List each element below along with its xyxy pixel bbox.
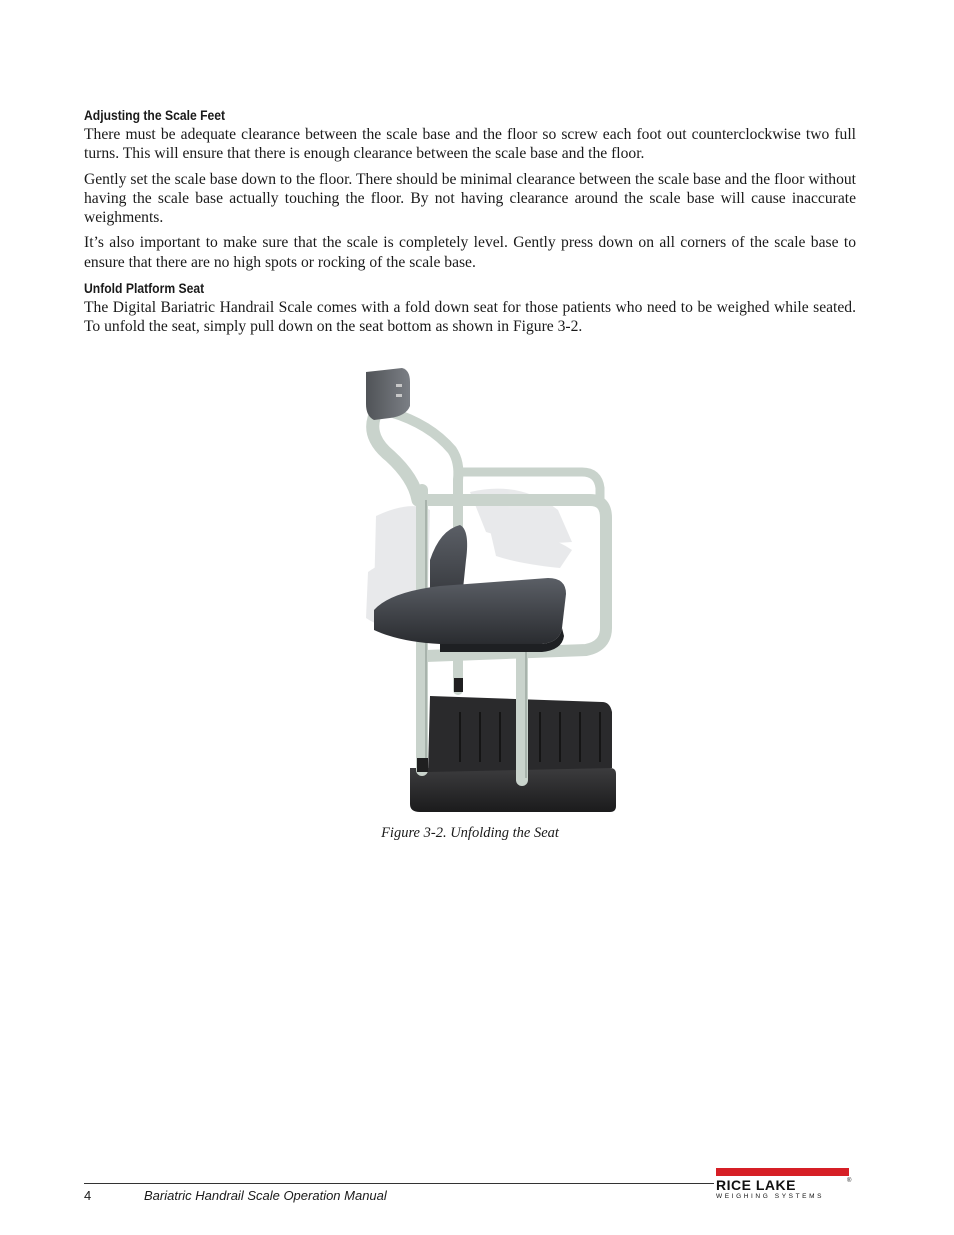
scale-seat-illustration bbox=[310, 360, 655, 825]
paragraph: There must be adequate clearance between the scale base and the floor so screw each foot out counterclockwise two full turns. This will ensure that there is enough clearance between the scale base and the floor. bbox=[84, 126, 856, 163]
logo-red-bar bbox=[716, 1168, 849, 1176]
page-number: 4 bbox=[84, 1188, 92, 1203]
rice-lake-logo bbox=[716, 1168, 852, 1202]
paragraph: Gently set the scale base down to the floor. There should be minimal clearance between the scale base and the floor without having the scale base actually touching the floor. By not having clearance around the scale base will cause inaccurate weighments. bbox=[84, 170, 856, 227]
scale-display bbox=[366, 368, 410, 420]
footer-divider bbox=[84, 1183, 714, 1184]
page-content bbox=[84, 106, 856, 343]
scale-base bbox=[410, 768, 616, 812]
figure-caption: Figure 3-2. Unfolding the Seat bbox=[381, 825, 559, 841]
heading-unfold-platform-seat: Unfold Platform Seat bbox=[84, 281, 205, 297]
heading-adjusting-scale-feet: Adjusting the Scale Feet bbox=[84, 108, 226, 123]
paragraph: The Digital Bariatric Handrail Scale comes with a fold down seat for those patients who need to be weighed while seated. To unfold the seat, simply pull down on the seat bottom as shown in Figure 3-2. bbox=[84, 299, 856, 336]
paragraph: It’s also important to make sure that the scale is completely level. Gently press down on all corners of the scale base to ensure that there are no high spots or rocking of the scale base. bbox=[84, 234, 856, 271]
manual-title: Bariatric Handrail Scale Operation Manual bbox=[144, 1188, 387, 1203]
logo-registered-mark: ® bbox=[847, 1178, 852, 1184]
logo-tagline: WEIGHING SYSTEMS bbox=[716, 1193, 825, 1200]
logo-name: RICE LAKE bbox=[716, 1177, 796, 1193]
